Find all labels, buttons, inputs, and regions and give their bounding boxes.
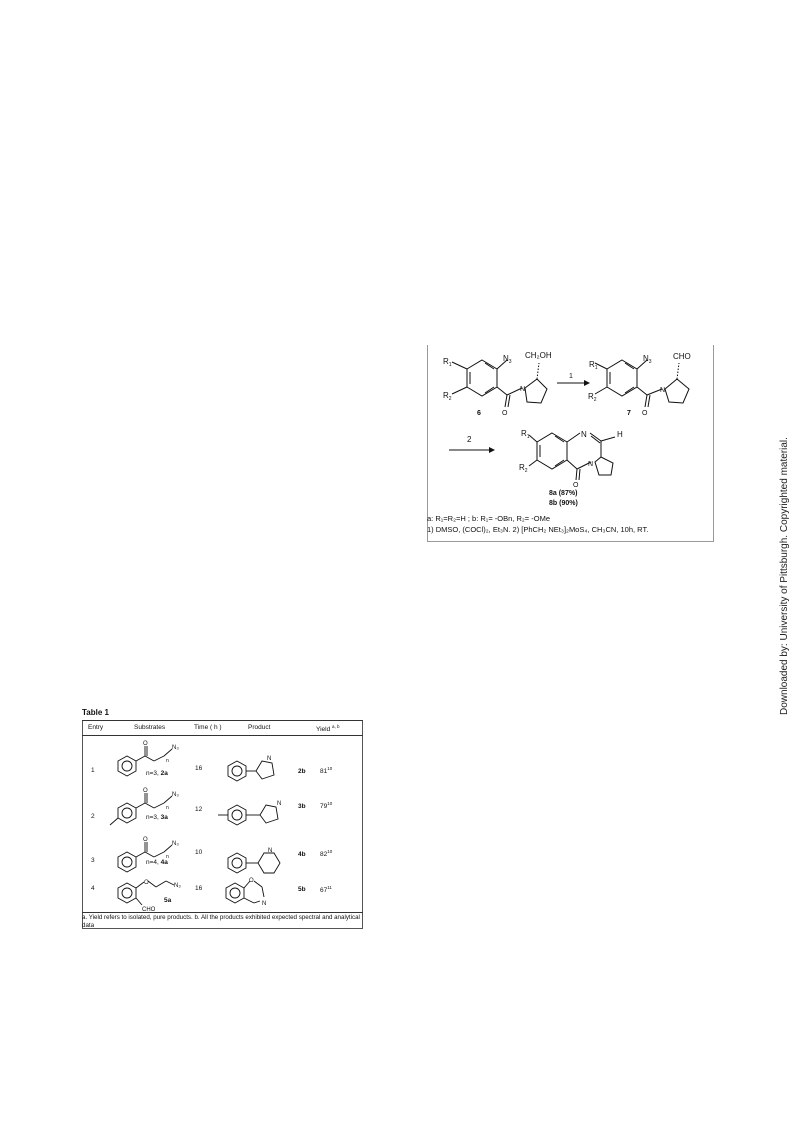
atom-n-p2: N — [277, 801, 282, 807]
compound-8-structure — [529, 433, 615, 480]
cho-label: CHO — [673, 352, 691, 361]
row-4-product: 5b — [298, 886, 306, 893]
compound-6-label: 6 — [477, 410, 481, 417]
reaction-scheme — [427, 345, 717, 545]
atom-n3-1: N₃ — [172, 745, 179, 751]
row-4-time: 16 — [195, 885, 203, 892]
atom-n-p4: N — [262, 901, 267, 907]
n-atom-8b: N — [588, 461, 594, 468]
atom-n3-3: N₃ — [172, 841, 179, 847]
row-3-yield: $82^{10}$ — [320, 849, 333, 859]
header-entry: Entry — [88, 724, 104, 731]
r2-label: $R_2$ — [443, 391, 452, 402]
o-atom-8: O — [573, 482, 579, 489]
step-1-label: 1 — [569, 373, 573, 380]
atom-o-1: O — [143, 741, 148, 747]
n3-label: $N_3$ — [503, 354, 512, 365]
header-yield: Yield $^{a, b}$ — [316, 724, 340, 734]
n3-label-7: $N_3$ — [643, 354, 652, 365]
n-atom-8a: N — [581, 430, 587, 439]
table-body — [82, 735, 363, 913]
r2-label-8: $R_2$ — [519, 463, 528, 474]
atom-o-p4: O — [249, 878, 254, 884]
row-3-time: 10 — [195, 849, 203, 856]
product-8a-label: 8a (87%) — [549, 490, 578, 497]
atom-n-p3: N — [268, 848, 273, 854]
atom-o-4: O — [144, 880, 149, 886]
atom-n-sub-1: n — [166, 758, 169, 764]
scheme-note-substituents: a: R₁=R₂=H ; b: R₁= -OBn, R₂= -OMe — [427, 514, 551, 523]
row-1-entry: 1 — [91, 767, 95, 774]
atom-n-sub-2: n — [166, 805, 169, 811]
scheme-note-conditions: 1) DMSO, (COCl)₂, Et₃N. 2) [PhCH₂ NEt₃]₂MoS₄, CH₃CN, 10h, RT. — [427, 525, 649, 534]
table-header-row — [82, 720, 363, 736]
n-atom: N — [520, 386, 526, 393]
atom-cho-4: CHO — [142, 907, 156, 913]
product-8b-label: 8b (90%) — [549, 500, 578, 507]
row-4-entry: 4 — [91, 885, 95, 892]
step-2-label: 2 — [467, 435, 472, 444]
atom-n-sub-3: n — [166, 854, 169, 860]
h-atom: H — [617, 430, 623, 439]
table-footnote: a. Yield refers to isolated, pure products. b. All the products exhibited expected spectral and analytical data — [82, 912, 363, 930]
atom-o-3: O — [143, 837, 148, 843]
atom-n3-2: N₃ — [172, 792, 179, 798]
header-time: Time ( h ) — [194, 724, 222, 731]
atom-o-2: O — [143, 788, 148, 794]
row-2-substrate: n=3, 3a — [146, 814, 168, 821]
row-2-yield: $79^{10}$ — [320, 801, 333, 811]
row-2-product: 3b — [298, 803, 306, 810]
header-substrates: Substrates — [134, 724, 166, 731]
row-2-time: 12 — [195, 806, 203, 813]
compound-7-structure — [595, 360, 689, 407]
ch2oh-label: CH₂OH — [525, 351, 552, 360]
o-atom-7: O — [642, 410, 648, 417]
row-4-yield: $67^{11}$ — [320, 885, 332, 895]
row-1-substrate: n=3, 2a — [146, 770, 168, 777]
download-watermark: Downloaded by: University of Pittsburgh. Copyrighted material. — [779, 437, 790, 715]
o-atom: O — [502, 410, 508, 417]
row-3-product: 4b — [298, 851, 306, 858]
scheme-drawing — [427, 345, 717, 510]
row-2-entry: 2 — [91, 813, 95, 820]
row-1-yield: $81^{10}$ — [320, 766, 333, 776]
row-3-entry: 3 — [91, 857, 95, 864]
r1-label-7: $R_1$ — [589, 360, 598, 371]
row-1-product: 2b — [298, 768, 306, 775]
n-atom-7: N — [660, 387, 666, 394]
r2-label-7: $R_2$ — [588, 392, 597, 403]
row-4-substrate: 5a — [164, 897, 172, 904]
header-product: Product — [248, 724, 271, 731]
row-3-substrate: n=4, 4a — [146, 859, 168, 866]
atom-n-p1: N — [267, 756, 272, 762]
row-1-time: 16 — [195, 765, 203, 772]
r1-label-8: $R_1$ — [521, 429, 530, 440]
table-title: Table 1 — [82, 708, 109, 717]
compound-7-label: 7 — [627, 410, 631, 417]
atom-n3-4: N₃ — [174, 883, 181, 889]
r1-label: $R_1$ — [443, 357, 452, 368]
compound-6-structure — [452, 360, 547, 407]
table-1 — [82, 708, 365, 930]
